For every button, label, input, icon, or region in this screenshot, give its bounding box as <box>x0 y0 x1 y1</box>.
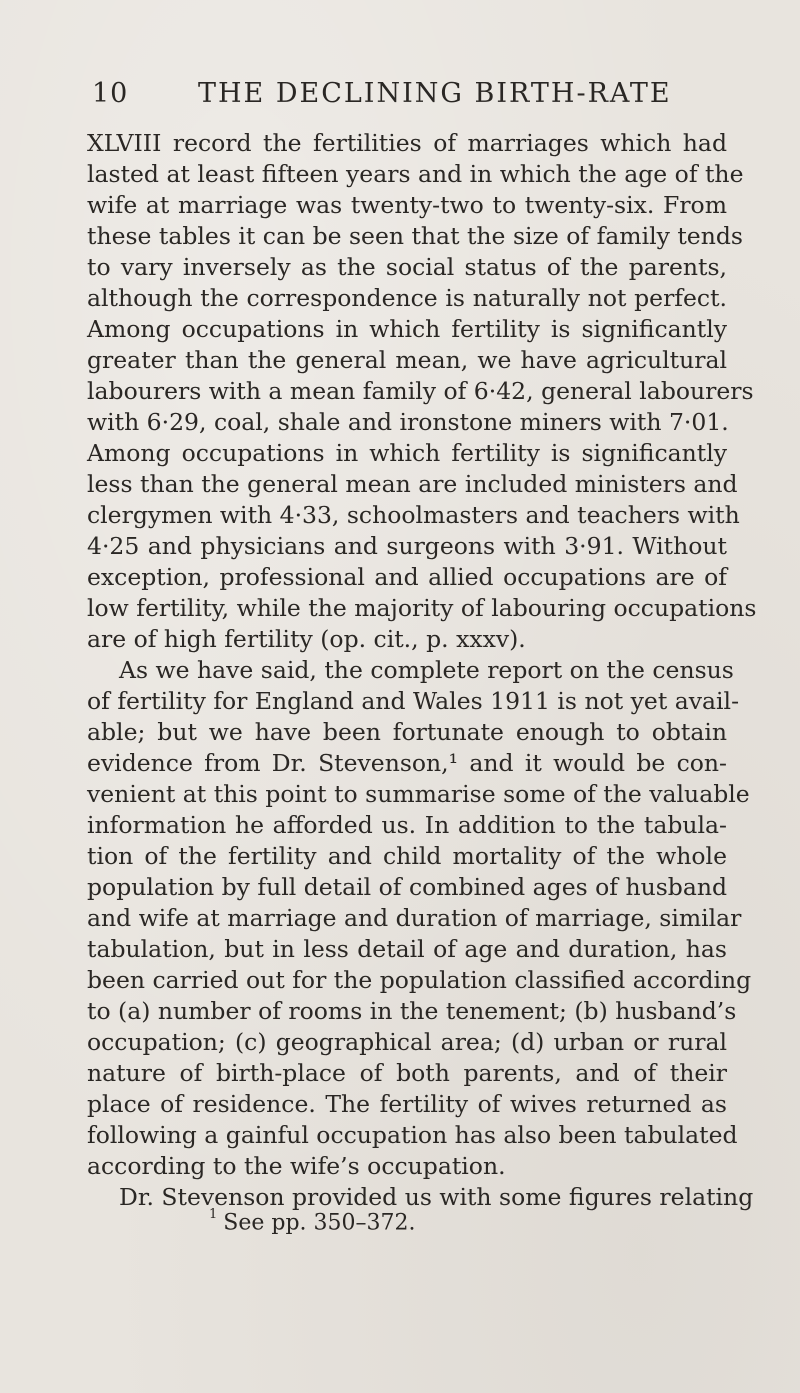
text-line: labourers with a mean family of 6·42, general labourers <box>87 377 754 405</box>
text-line: to (a) number of rooms in the tenement; (b) husband’s <box>87 997 737 1025</box>
text-line: these tables it can be seen that the size of family tends <box>87 222 743 250</box>
text-line: venient at this point to summarise some of the valuable <box>87 780 750 808</box>
text-line: population by full detail of combined ages of husband <box>87 873 728 901</box>
footnote <box>209 1207 416 1236</box>
text-line: occupation; (c) geographical area; (d) urban or rural <box>87 1028 727 1056</box>
text-line: wife at marriage was twenty-two to twenty-six. From <box>87 191 727 219</box>
text-line: nature of birth-place of both parents, and of their <box>87 1059 727 1087</box>
text-line: exception, professional and allied occupations are of <box>87 563 727 591</box>
page-number: 10 <box>92 78 129 109</box>
running-head: THE DECLINING BIRTH-RATE <box>198 78 672 109</box>
text-line: 4·25 and physicians and surgeons with 3·91. Without <box>87 532 727 560</box>
body-text <box>87 128 757 1213</box>
text-line: tion of the fertility and child mortality of the whole <box>87 842 727 870</box>
page-header <box>86 78 746 118</box>
text-line: following a gainful occupation has also been tabulated <box>87 1121 738 1149</box>
text-line: to vary inversely as the social status of the parents, <box>87 253 727 281</box>
text-line: and wife at marriage and duration of marriage, similar <box>87 904 742 932</box>
text-line: information he afforded us. In addition to the tabula- <box>87 811 727 839</box>
text-line: Among occupations in which fertility is significantly <box>87 439 727 467</box>
text-line: according to the wife’s occupation. <box>87 1152 506 1180</box>
text-line: of fertility for England and Wales 1911 is not yet avail- <box>87 687 740 715</box>
text-line: are of high fertility (op. cit., p. xxxv). <box>87 625 526 653</box>
footnote-text: See pp. 350–372. <box>223 1210 416 1236</box>
text-line: tabulation, but in less detail of age and duration, has <box>87 935 727 963</box>
footnote-marker: 1 <box>209 1207 218 1222</box>
text-line: although the correspondence is naturally not perfect. <box>87 284 727 312</box>
text-line: lasted at least fifteen years and in which the age of the <box>87 160 744 188</box>
text-line: Among occupations in which fertility is significantly <box>87 315 727 343</box>
text-line: XLVIII record the fertilities of marriages which had <box>87 129 727 157</box>
text-line: clergymen with 4·33, schoolmasters and teachers with <box>87 501 740 529</box>
text-line: evidence from Dr. Stevenson,¹ and it would be con- <box>87 749 727 777</box>
text-line: As we have said, the complete report on the census <box>119 656 734 684</box>
text-line: low fertility, while the majority of labouring occupations <box>87 594 757 622</box>
text-line: greater than the general mean, we have agricultural <box>87 346 727 374</box>
text-line: able; but we have been fortunate enough to obtain <box>87 718 727 746</box>
text-line: less than the general mean are included ministers and <box>87 470 738 498</box>
text-line: been carried out for the population classified according <box>87 966 752 994</box>
text-line: with 6·29, coal, shale and ironstone miners with 7·01. <box>87 408 729 436</box>
text-line: Dr. Stevenson provided us with some figures relating <box>119 1183 754 1211</box>
text-line: place of residence. The fertility of wives returned as <box>87 1090 727 1118</box>
